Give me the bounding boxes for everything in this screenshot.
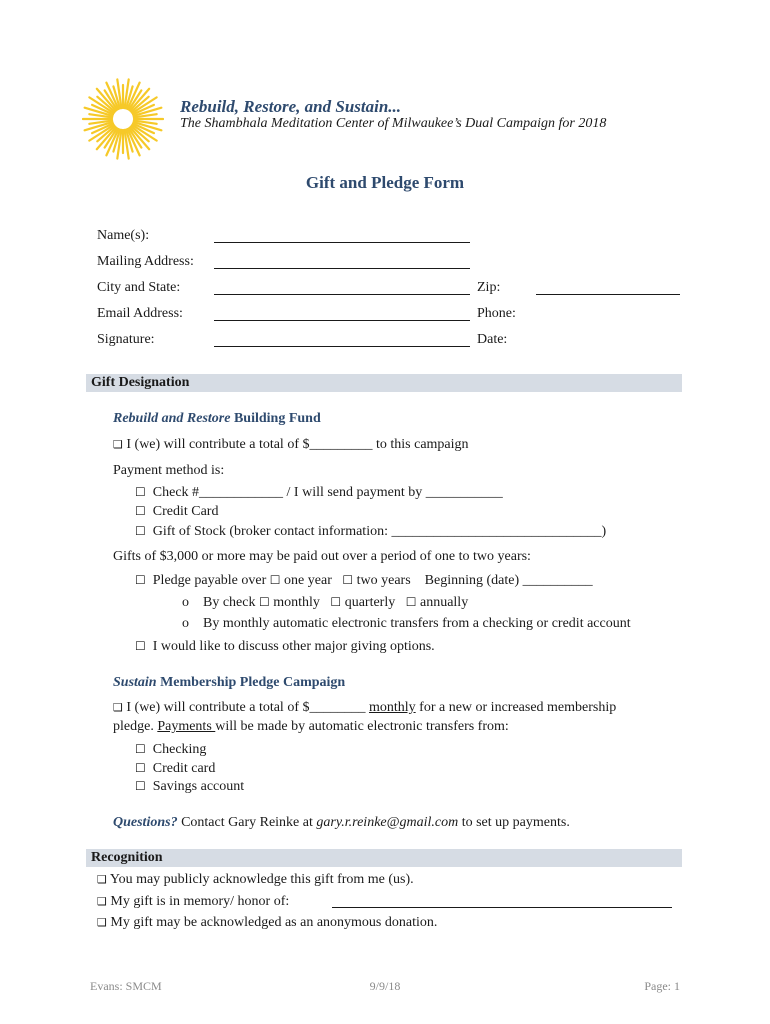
signature-label: Signature: [97, 332, 155, 347]
credit-card-option: ☐ Credit Card [135, 504, 219, 519]
recognition-public-option: ❑ You may publicly acknowledge this gift from me (us). [97, 872, 414, 887]
checkbox-icon[interactable]: ☐ [135, 779, 146, 793]
broker-blank[interactable]: ______________________________ [391, 524, 602, 539]
date-label: Date: [477, 332, 508, 347]
checkbox-icon[interactable]: ❑ [97, 895, 107, 908]
city-state-field[interactable] [214, 294, 470, 295]
gifts-note: Gifts of $3,000 or more may be paid out over a period of one to two years: [113, 549, 531, 564]
checkbox-icon[interactable]: ☐ [258, 595, 270, 609]
savings-option: ☐ Savings account [135, 779, 245, 794]
checkbox-icon[interactable]: ❑ [113, 701, 123, 714]
names-field[interactable] [214, 242, 470, 243]
membership-heading: Sustain Membership Pledge Campaign [113, 675, 346, 690]
membership-line2: pledge. Payments will be made by automatic electronic transfers from: [113, 719, 509, 734]
email-label: Email Address: [97, 306, 183, 321]
recognition-memory-option: ❑ My gift is in memory/ honor of: [97, 894, 290, 909]
payment-method-label: Payment method is: [113, 463, 225, 478]
questions-line: Questions? Contact Gary Reinke at gary.r.reinke@gmail.com to set up payments. [113, 815, 570, 830]
form-title: Gift and Pledge Form [305, 173, 465, 192]
membership-contribute-row: ❑ I (we) will contribute a total of $________ monthly for a new or increased membership [113, 700, 617, 715]
checkbox-icon[interactable]: ☐ [405, 595, 417, 609]
checkbox-icon[interactable]: ☐ [135, 573, 146, 587]
checking-option: ☐ Checking [135, 742, 207, 757]
building-fund-heading: Rebuild and Restore Building Fund [113, 411, 321, 426]
discuss-option: ☐ I would like to discuss other major giving options. [135, 639, 435, 654]
check-number-blank[interactable]: ____________ [199, 485, 284, 500]
building-contribute-row: ❑ I (we) will contribute a total of $_________ to this campaign [113, 437, 469, 452]
campaign-title: Rebuild, Restore, and Sustain... [180, 97, 402, 116]
gift-designation-header: Gift Designation [86, 374, 682, 392]
checkbox-icon[interactable]: ☐ [135, 504, 146, 518]
checkbox-icon[interactable]: ☐ [135, 485, 146, 499]
by-check-option: o By check ☐ monthly ☐ quarterly ☐ annually [182, 595, 469, 610]
bullet-icon: o [182, 616, 189, 631]
footer-left: Evans: SMCM [90, 979, 162, 993]
mailing-address-field[interactable] [214, 268, 470, 269]
memory-honor-field[interactable] [332, 907, 672, 908]
beginning-date-blank[interactable]: __________ [522, 573, 593, 588]
checkbox-icon[interactable]: ☐ [135, 761, 146, 775]
building-amount-blank[interactable]: _________ [309, 437, 373, 452]
footer-date: 9/9/18 [369, 979, 401, 993]
recognition-anonymous-option: ❑ My gift may be acknowledged as an anonymous donation. [97, 915, 438, 930]
checkbox-icon[interactable]: ❑ [113, 438, 123, 451]
checkbox-icon[interactable]: ☐ [135, 524, 146, 538]
zip-field[interactable] [536, 294, 680, 295]
checkbox-icon[interactable]: ☐ [135, 742, 146, 756]
pledge-option: ☐ Pledge payable over ☐ one year ☐ two years Beginning (date) __________ [135, 573, 593, 588]
payment-date-blank[interactable]: ___________ [425, 485, 503, 500]
by-transfer-option: o By monthly automatic electronic transfers from a checking or credit account [182, 616, 631, 631]
mailing-address-label: Mailing Address: [97, 254, 194, 269]
checkbox-icon[interactable]: ☐ [342, 573, 354, 587]
bullet-icon: o [182, 595, 189, 610]
checkbox-icon[interactable]: ☐ [135, 639, 146, 653]
recognition-header: Recognition [86, 849, 682, 867]
checkbox-icon[interactable]: ❑ [97, 916, 107, 929]
zip-label: Zip: [477, 280, 501, 295]
signature-field[interactable] [214, 346, 470, 347]
email-field[interactable] [214, 320, 470, 321]
membership-amount-blank[interactable]: ________ [309, 700, 366, 715]
phone-label: Phone: [477, 306, 516, 321]
stock-option: ☐ Gift of Stock (broker contact information: ______________________________) [135, 524, 607, 539]
check-option: ☐ Check #____________ / I will send payment by ___________ [135, 485, 503, 500]
campaign-subtitle: The Shambhala Meditation Center of Milwaukee’s Dual Campaign for 2018 [180, 116, 607, 131]
checkbox-icon[interactable]: ☐ [330, 595, 342, 609]
membership-credit-option: ☐ Credit card [135, 761, 216, 776]
footer-page: Page: 1 [644, 979, 680, 993]
sun-logo-icon [82, 78, 164, 160]
checkbox-icon[interactable]: ☐ [269, 573, 281, 587]
city-state-label: City and State: [97, 280, 181, 295]
checkbox-icon[interactable]: ❑ [97, 873, 107, 886]
contact-email-link[interactable]: gary.r.reinke@gmail.com [316, 815, 459, 830]
names-label: Name(s): [97, 228, 150, 243]
